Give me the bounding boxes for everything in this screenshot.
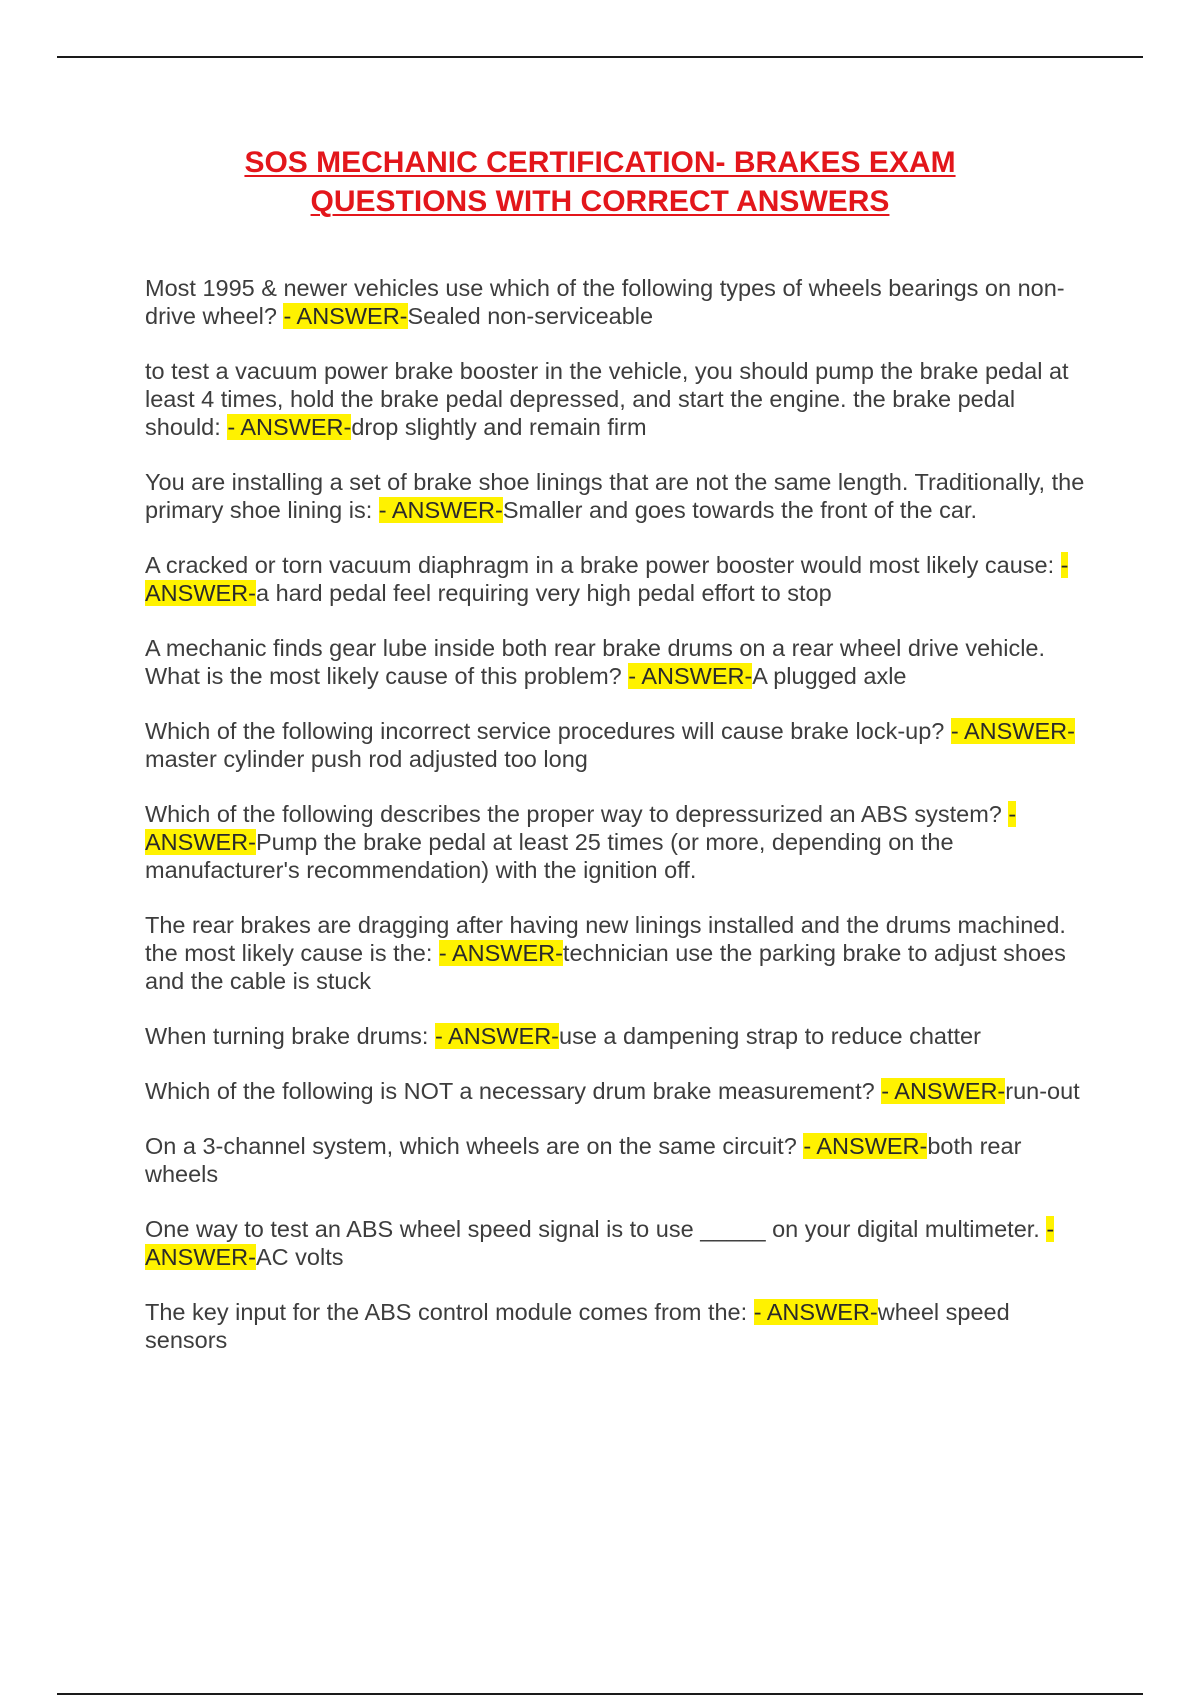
top-rule bbox=[57, 56, 1143, 58]
question-text: On a 3-channel system, which wheels are on the same circuit? bbox=[145, 1133, 804, 1159]
question-text: When turning brake drums: bbox=[145, 1023, 435, 1049]
answer-marker: - ANSWER- bbox=[227, 414, 352, 440]
question-text: Which of the following incorrect service procedures will cause brake lock-up? bbox=[145, 718, 951, 744]
question-text: You are installing a set of brake shoe linings that are not the same length. Traditionally, the primary shoe lining is: bbox=[145, 469, 1085, 523]
answer-marker: - ANSWER- bbox=[283, 303, 408, 329]
question-text: A cracked or torn vacuum diaphragm in a brake power booster would most likely cause: bbox=[145, 552, 1061, 578]
qa-item-5 bbox=[145, 634, 1095, 690]
title-line-1: SOS MECHANIC CERTIFICATION- BRAKES EXAM bbox=[244, 146, 956, 179]
answer-marker: - ANSWER- bbox=[803, 1133, 928, 1159]
qa-item-8 bbox=[145, 911, 1095, 995]
answer-text: master cylinder push rod adjusted too long bbox=[145, 746, 588, 772]
answer-marker: - ANSWER- bbox=[434, 1023, 559, 1049]
qa-item-13 bbox=[145, 1298, 1095, 1354]
answer-text: drop slightly and remain firm bbox=[351, 414, 647, 440]
answer-text: wheel speed sensors bbox=[145, 1299, 1010, 1353]
qa-item-1 bbox=[145, 274, 1095, 330]
document-title bbox=[0, 143, 1200, 221]
question-text: The rear brakes are dragging after having new linings installed and the drums machined. the most likely cause is the: bbox=[145, 912, 1066, 966]
answer-text: use a dampening strap to reduce chatter bbox=[559, 1023, 981, 1049]
answer-marker: - ANSWER- bbox=[145, 801, 1017, 855]
answer-marker: - ANSWER- bbox=[145, 552, 1069, 606]
question-text: Most 1995 & newer vehicles use which of the following types of wheels bearings on non-drive wheel? bbox=[145, 275, 1065, 329]
bottom-rule bbox=[57, 1693, 1143, 1695]
answer-marker: - ANSWER- bbox=[950, 718, 1075, 744]
answer-text: Sealed non-serviceable bbox=[407, 303, 654, 329]
question-text: A mechanic finds gear lube inside both rear brake drums on a rear wheel drive vehicle. What is the most likely cause of this problem? bbox=[145, 635, 1046, 689]
answer-text: A plugged axle bbox=[752, 663, 907, 689]
qa-item-11 bbox=[145, 1132, 1095, 1188]
qa-item-10 bbox=[145, 1077, 1095, 1105]
answer-text: both rear wheels bbox=[145, 1133, 1022, 1187]
question-text: Which of the following describes the proper way to depressurized an ABS system? bbox=[145, 801, 1009, 827]
answer-text: AC volts bbox=[255, 1244, 344, 1270]
qa-item-2 bbox=[145, 357, 1095, 441]
question-answer-list bbox=[145, 274, 1095, 1381]
question-text: Which of the following is NOT a necessary drum brake measurement? bbox=[145, 1078, 882, 1104]
qa-item-6 bbox=[145, 717, 1095, 773]
title-line-2: QUESTIONS WITH CORRECT ANSWERS bbox=[310, 185, 890, 218]
answer-marker: - ANSWER- bbox=[438, 940, 563, 966]
qa-item-12 bbox=[145, 1215, 1095, 1271]
answer-marker: - ANSWER- bbox=[881, 1078, 1006, 1104]
answer-marker: - ANSWER- bbox=[378, 497, 503, 523]
answer-text: Pump the brake pedal at least 25 times (or more, depending on the manufacturer's recommendation) with the ignition off. bbox=[145, 829, 954, 883]
answer-text: run-out bbox=[1005, 1078, 1080, 1104]
question-text: The key input for the ABS control module comes from the: bbox=[145, 1299, 754, 1325]
answer-text: technician use the parking brake to adjust shoes and the cable is stuck bbox=[145, 940, 1066, 994]
qa-item-4 bbox=[145, 551, 1095, 607]
answer-marker: - ANSWER- bbox=[145, 1216, 1055, 1270]
qa-item-3 bbox=[145, 468, 1095, 524]
qa-item-9 bbox=[145, 1022, 1095, 1050]
question-text: to test a vacuum power brake booster in the vehicle, you should pump the brake pedal at least 4 times, hold the brake pedal depressed, and start the engine. the brake pedal should: bbox=[145, 358, 1069, 440]
qa-item-7 bbox=[145, 800, 1095, 884]
answer-marker: - ANSWER- bbox=[628, 663, 753, 689]
answer-text: Smaller and goes towards the front of the car. bbox=[502, 497, 978, 523]
question-text: One way to test an ABS wheel speed signal is to use _____ on your digital multimeter. bbox=[145, 1216, 1047, 1242]
answer-marker: - ANSWER- bbox=[753, 1299, 878, 1325]
answer-text: a hard pedal feel requiring very high pedal effort to stop bbox=[255, 580, 832, 606]
